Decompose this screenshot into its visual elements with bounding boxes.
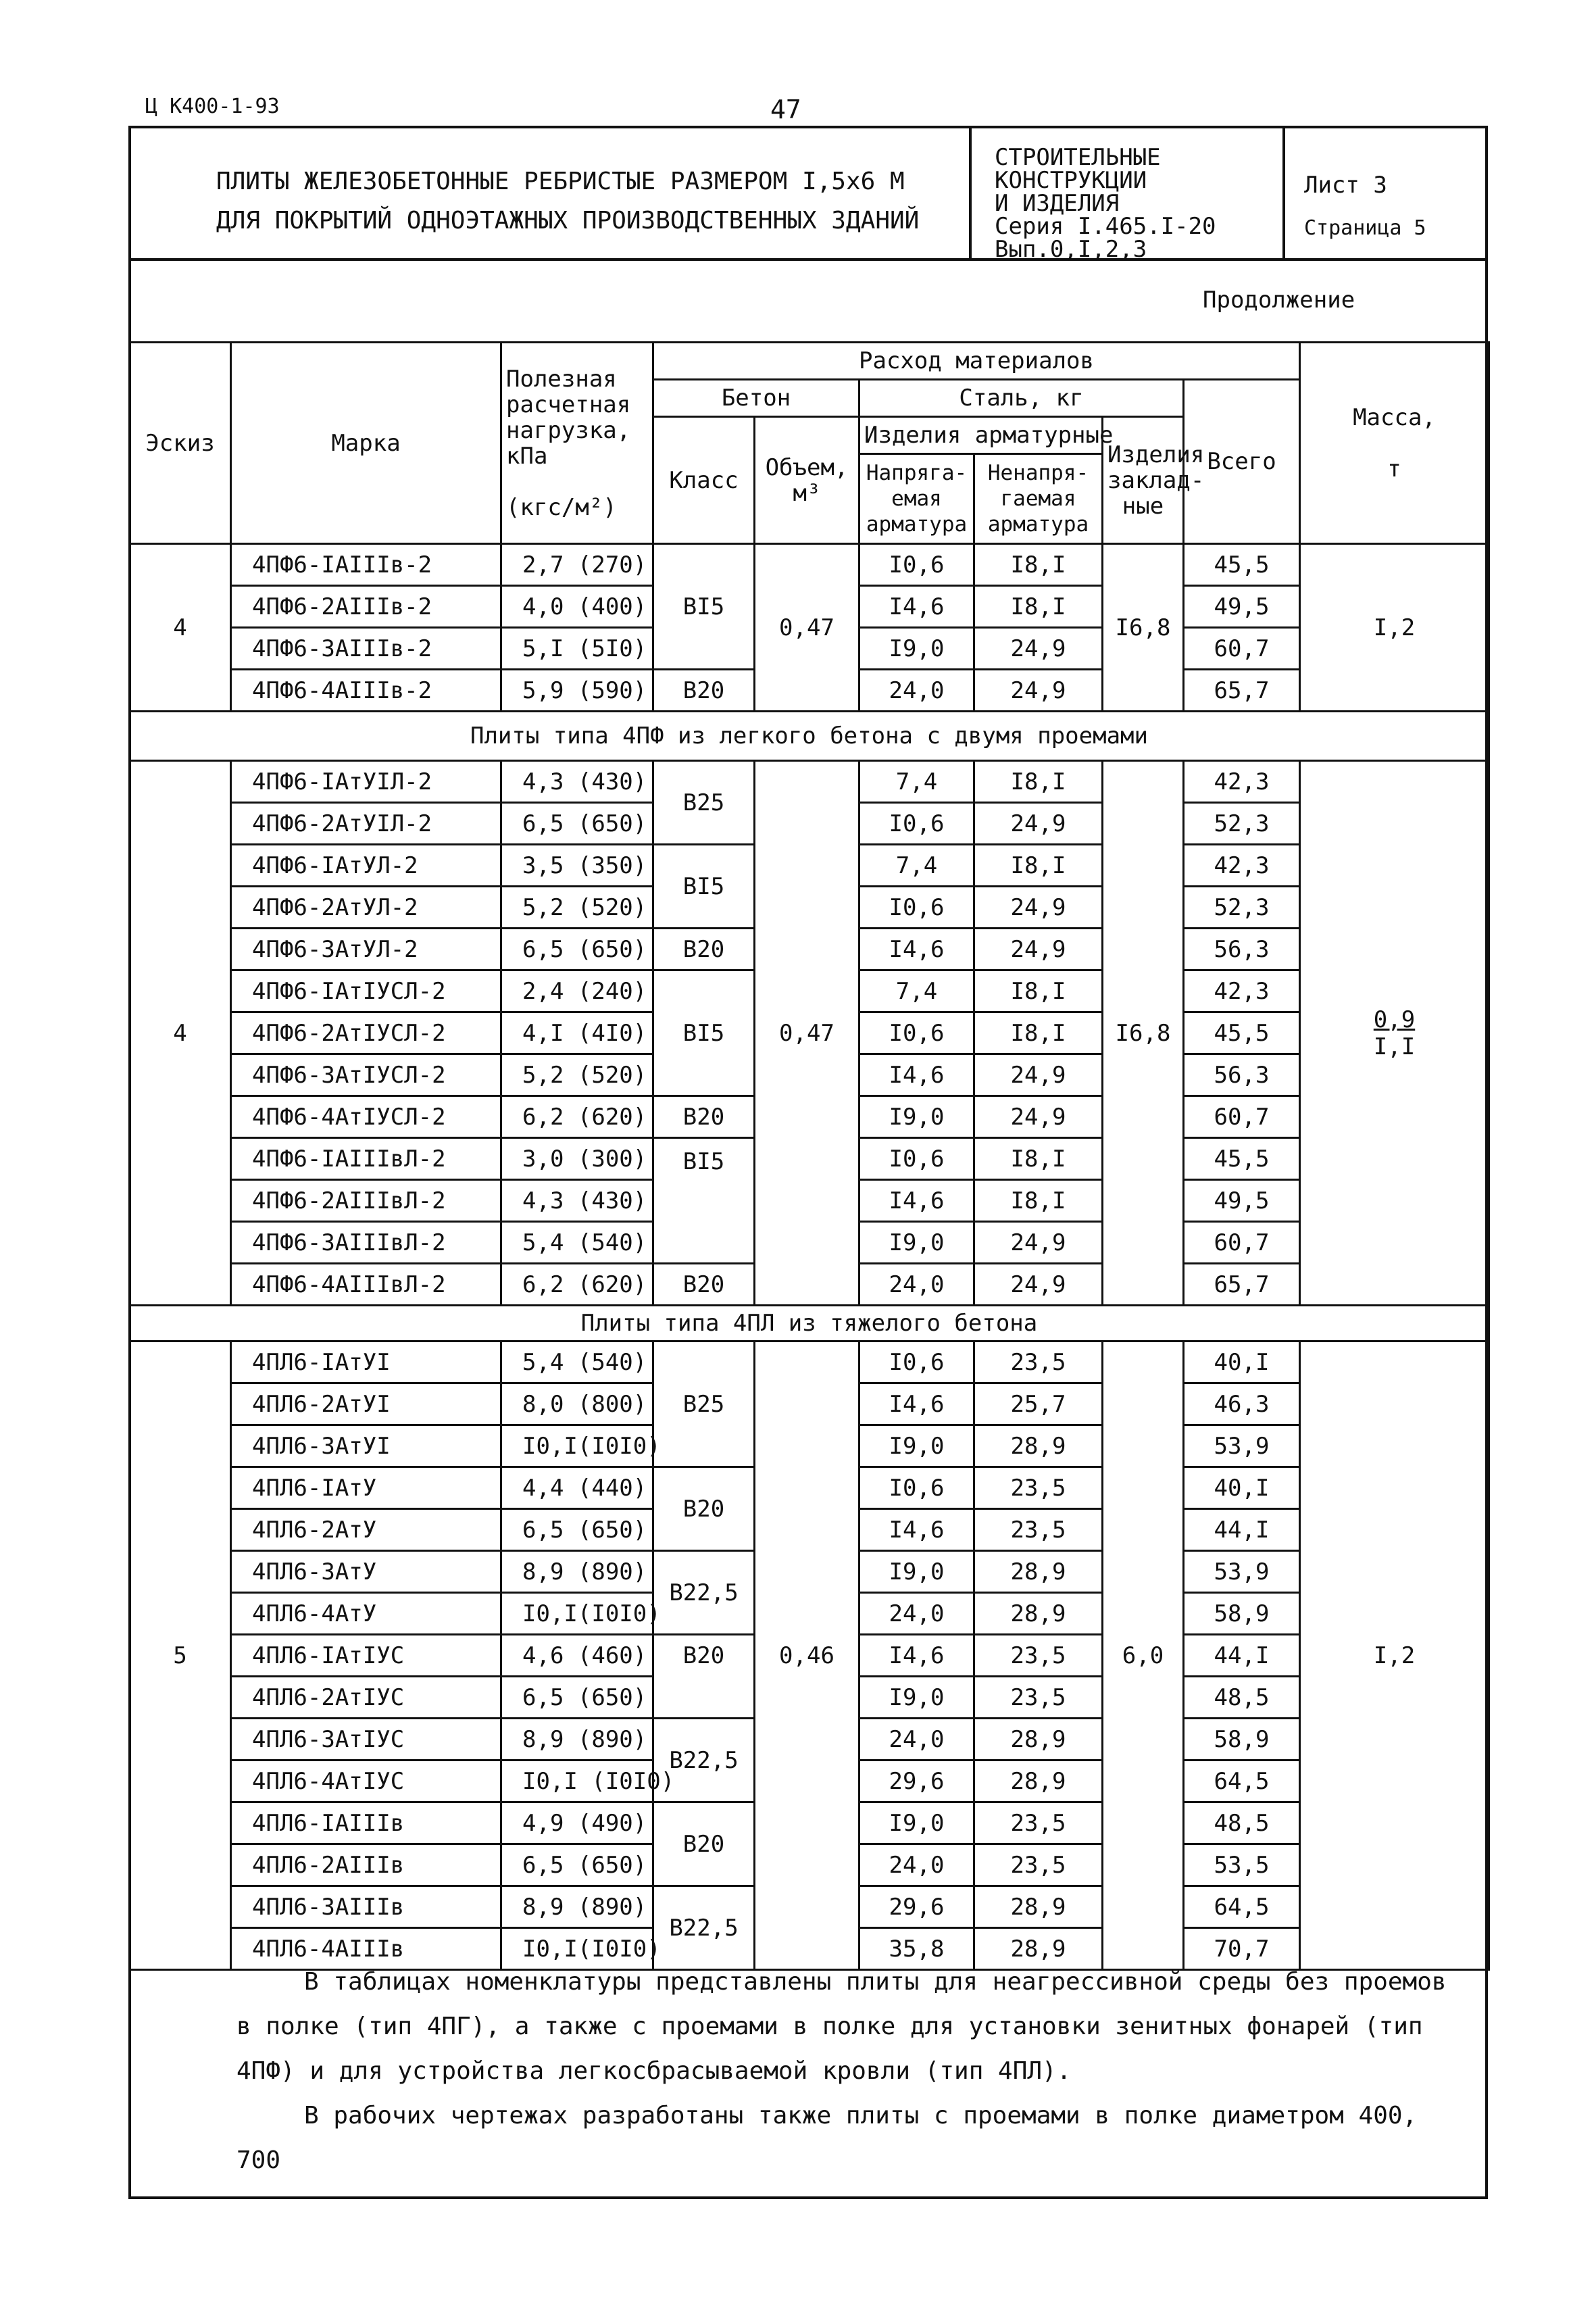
sketch-cell: 4 bbox=[130, 544, 231, 712]
mark-cell: 4ПЛ6-IАтIУС bbox=[231, 1635, 501, 1677]
total-cell: 70,7 bbox=[1184, 1928, 1300, 1970]
non-prestressed-cell: I8,I bbox=[974, 544, 1103, 586]
non-prestressed-cell: 25,7 bbox=[974, 1383, 1103, 1425]
prestressed-cell: I9,0 bbox=[859, 1551, 974, 1593]
class-cell: BI5 bbox=[653, 544, 755, 670]
class-cell: B20 bbox=[653, 1467, 755, 1551]
prestressed-cell: I0,6 bbox=[859, 1341, 974, 1383]
mark-cell: 4ПЛ6-2АтУ bbox=[231, 1509, 501, 1551]
title-divider bbox=[969, 128, 972, 261]
non-prestressed-cell: 28,9 bbox=[974, 1761, 1103, 1802]
prestressed-cell: 35,8 bbox=[859, 1928, 974, 1970]
load-cell: 2,7 (270) bbox=[501, 544, 653, 586]
non-prestressed-cell: 28,9 bbox=[974, 1551, 1103, 1593]
non-prestressed-cell: 24,9 bbox=[974, 1096, 1103, 1138]
prestressed-cell: I4,6 bbox=[859, 929, 974, 970]
non-prestressed-cell: 24,9 bbox=[974, 803, 1103, 845]
document-title bbox=[216, 162, 946, 241]
load-cell: 5,4 (540) bbox=[501, 1222, 653, 1264]
load-cell: 8,9 (890) bbox=[501, 1719, 653, 1761]
page-number: 47 bbox=[770, 95, 801, 124]
load-cell: 6,2 (620) bbox=[501, 1264, 653, 1306]
load-cell: 5,4 (540) bbox=[501, 1341, 653, 1383]
class-cell: B20 bbox=[653, 1264, 755, 1306]
mark-cell: 4ПЛ6-3АтУ bbox=[231, 1551, 501, 1593]
sketch-header: Эскиз bbox=[130, 343, 231, 544]
non-prestressed-cell: 24,9 bbox=[974, 1222, 1103, 1264]
volume-header bbox=[755, 417, 859, 544]
total-cell: 56,3 bbox=[1184, 929, 1300, 970]
load-cell: 4,0 (400) bbox=[501, 586, 653, 628]
load-cell: 6,5 (650) bbox=[501, 929, 653, 970]
total-cell: 42,3 bbox=[1184, 970, 1300, 1012]
class-cell: B22,5 bbox=[653, 1886, 755, 1970]
total-cell: 58,9 bbox=[1184, 1593, 1300, 1635]
sketch-cell: 5 bbox=[130, 1341, 231, 1970]
mark-cell: 4ПЛ6-4АтIУС bbox=[231, 1761, 501, 1802]
section-title: Плиты типа 4ПФ из легкого бетона с двумя проемами bbox=[130, 712, 1489, 761]
table-row bbox=[130, 544, 1489, 586]
sketch-cell: 4 bbox=[130, 761, 231, 1306]
total-cell: 64,5 bbox=[1184, 1886, 1300, 1928]
mark-cell: 4ПФ6-2АIIIвЛ-2 bbox=[231, 1180, 501, 1222]
non-prestressed-cell: 23,5 bbox=[974, 1635, 1103, 1677]
prestressed-cell: I4,6 bbox=[859, 1383, 974, 1425]
load-cell: 4,6 (460) bbox=[501, 1635, 653, 1677]
total-cell: 48,5 bbox=[1184, 1802, 1300, 1844]
non-prestressed-cell: 24,9 bbox=[974, 1264, 1103, 1306]
total-cell: 49,5 bbox=[1184, 586, 1300, 628]
mark-cell: 4ПЛ6-3АтУI bbox=[231, 1425, 501, 1467]
total-cell: 46,3 bbox=[1184, 1383, 1300, 1425]
prestressed-cell: 29,6 bbox=[859, 1761, 974, 1802]
total-cell: 65,7 bbox=[1184, 1264, 1300, 1306]
note-paragraph: В рабочих чертежах разработаны также плиты с проемами в полке диаметром 400, 700 bbox=[236, 2102, 1418, 2174]
non-prestressed-cell: 24,9 bbox=[974, 887, 1103, 929]
load-cell: 6,5 (650) bbox=[501, 1677, 653, 1719]
total-cell: 60,7 bbox=[1184, 1222, 1300, 1264]
total-cell: 42,3 bbox=[1184, 761, 1300, 803]
non-prestressed-cell: I8,I bbox=[974, 761, 1103, 803]
load-cell: 4,3 (430) bbox=[501, 1180, 653, 1222]
total-cell: 60,7 bbox=[1184, 1096, 1300, 1138]
mass-value-top: 0,9 bbox=[1373, 1006, 1416, 1033]
mark-cell: 4ПФ6-IАIIIв-2 bbox=[231, 544, 501, 586]
mark-cell: 4ПЛ6-4АIIIв bbox=[231, 1928, 501, 1970]
non-prestressed-cell: 28,9 bbox=[974, 1928, 1103, 1970]
non-prestressed-cell: I8,I bbox=[974, 1012, 1103, 1054]
mark-cell: 4ПФ6-IАтУIЛ-2 bbox=[231, 761, 501, 803]
mark-cell: 4ПФ6-3АтIУСЛ-2 bbox=[231, 1054, 501, 1096]
prestressed-cell: 24,0 bbox=[859, 1264, 974, 1306]
total-cell: 45,5 bbox=[1184, 544, 1300, 586]
load-cell: 6,5 (650) bbox=[501, 1844, 653, 1886]
series-line: СТРОИТЕЛЬНЫЕ bbox=[995, 144, 1161, 171]
concrete-header: Бетон bbox=[653, 380, 859, 417]
mass-cell: I,2 bbox=[1300, 1341, 1489, 1970]
prestressed-cell: I0,6 bbox=[859, 544, 974, 586]
prestressed-cell: I0,6 bbox=[859, 1138, 974, 1180]
title-line: ДЛЯ ПОКРЫТИЙ ОДНОЭТАЖНЫХ ПРОИЗВОДСТВЕННЫХ ЗДАНИЙ bbox=[216, 207, 920, 235]
mass-header-text: Масса, bbox=[1353, 403, 1436, 431]
non-prestressed-cell: 23,5 bbox=[974, 1467, 1103, 1509]
prestressed-cell: 24,0 bbox=[859, 670, 974, 712]
mark-cell: 4ПЛ6-2АтIУС bbox=[231, 1677, 501, 1719]
total-cell: 56,3 bbox=[1184, 1054, 1300, 1096]
volume-header-unit: м³ bbox=[793, 479, 821, 507]
class-cell: BI5 bbox=[653, 1138, 755, 1264]
prestressed-cell: I9,0 bbox=[859, 1096, 974, 1138]
load-cell: 5,2 (520) bbox=[501, 887, 653, 929]
load-cell: 6,5 (650) bbox=[501, 803, 653, 845]
prestressed-cell: I4,6 bbox=[859, 586, 974, 628]
note-paragraph: В таблицах номенклатуры представлены плиты для неагрессивной среды без проемов в полке (тип 4ПГ), а также с проемами в полке для установки зенитных фонарей (тип 4ПФ) и для устройства легкосбрасываемой кровли (тип 4ПЛ). bbox=[236, 1968, 1447, 2085]
total-cell: 45,5 bbox=[1184, 1012, 1300, 1054]
prestressed-cell: I4,6 bbox=[859, 1180, 974, 1222]
table-row bbox=[130, 761, 1489, 803]
mark-cell: 4ПЛ6-IАIIIв bbox=[231, 1802, 501, 1844]
load-cell: I0,I(I0I0) bbox=[501, 1593, 653, 1635]
non-prestressed-cell: I8,I bbox=[974, 970, 1103, 1012]
total-cell: 45,5 bbox=[1184, 1138, 1300, 1180]
notes bbox=[236, 1960, 1453, 2183]
mass-cell: I,2 bbox=[1300, 544, 1489, 712]
series-line: КОНСТРУКЦИИ bbox=[995, 167, 1147, 194]
load-cell: 5,9 (590) bbox=[501, 670, 653, 712]
steel-header: Сталь, кг bbox=[859, 380, 1184, 417]
total-cell: 40,I bbox=[1184, 1467, 1300, 1509]
non-prestressed-cell: 28,9 bbox=[974, 1719, 1103, 1761]
mass-value-bottom: I,I bbox=[1373, 1033, 1416, 1060]
prestressed-cell: 7,4 bbox=[859, 845, 974, 887]
total-cell: 40,I bbox=[1184, 1341, 1300, 1383]
load-cell: 5,2 (520) bbox=[501, 1054, 653, 1096]
volume-cell: 0,47 bbox=[755, 761, 859, 1306]
mark-cell: 4ПЛ6-2АIIIв bbox=[231, 1844, 501, 1886]
embedded-cell: I6,8 bbox=[1103, 761, 1184, 1306]
volume-cell: 0,46 bbox=[755, 1341, 859, 1970]
prestressed-cell: 24,0 bbox=[859, 1593, 974, 1635]
class-cell: B22,5 bbox=[653, 1719, 755, 1802]
non-prestressed-cell: 24,9 bbox=[974, 929, 1103, 970]
non-prestressed-cell: 23,5 bbox=[974, 1341, 1103, 1383]
group2-body bbox=[130, 712, 1489, 1306]
prestressed-cell: 29,6 bbox=[859, 1886, 974, 1928]
load-header-text: Полезная расчетная нагрузка, кПа bbox=[506, 365, 631, 470]
prestressed-cell: I4,6 bbox=[859, 1054, 974, 1096]
class-cell: BI5 bbox=[653, 845, 755, 929]
series-line: И ИЗДЕЛИЯ bbox=[995, 190, 1120, 217]
load-cell: 4,9 (490) bbox=[501, 1802, 653, 1844]
prestressed-cell: I0,6 bbox=[859, 803, 974, 845]
prestressed-cell: 24,0 bbox=[859, 1844, 974, 1886]
mark-cell: 4ПЛ6-IАтУ bbox=[231, 1467, 501, 1509]
mass-cell bbox=[1300, 761, 1489, 1306]
prestressed-cell: I9,0 bbox=[859, 1425, 974, 1467]
volume-cell: 0,47 bbox=[755, 544, 859, 712]
mark-cell: 4ПФ6-2АIIIв-2 bbox=[231, 586, 501, 628]
embedded-cell: 6,0 bbox=[1103, 1341, 1184, 1970]
load-cell: 5,I (5I0) bbox=[501, 628, 653, 670]
load-cell: 2,4 (240) bbox=[501, 970, 653, 1012]
non-prestressed-cell: 23,5 bbox=[974, 1844, 1103, 1886]
load-cell: I0,I (I0I0) bbox=[501, 1761, 653, 1802]
class-cell: B20 bbox=[653, 929, 755, 970]
mark-cell: 4ПФ6-4АтIУСЛ-2 bbox=[231, 1096, 501, 1138]
load-cell: 4,3 (430) bbox=[501, 761, 653, 803]
load-cell: 8,9 (890) bbox=[501, 1886, 653, 1928]
class-cell: B22,5 bbox=[653, 1551, 755, 1635]
series-line: Серия I.465.I-20 bbox=[995, 213, 1216, 240]
non-prestressed-cell: 28,9 bbox=[974, 1425, 1103, 1467]
total-header: Всего bbox=[1184, 380, 1300, 544]
rebar-items-header: Изделия арматурные bbox=[859, 417, 1103, 454]
load-cell: 4,4 (440) bbox=[501, 1467, 653, 1509]
non-prestressed-cell: I8,I bbox=[974, 1180, 1103, 1222]
class-cell: B20 bbox=[653, 1802, 755, 1886]
non-prestressed-cell: 23,5 bbox=[974, 1677, 1103, 1719]
prestressed-cell: 7,4 bbox=[859, 970, 974, 1012]
prestressed-cell: 7,4 bbox=[859, 761, 974, 803]
document-code: Ц К400-1-93 bbox=[145, 95, 280, 118]
mark-cell: 4ПЛ6-2АтУI bbox=[231, 1383, 501, 1425]
non-prestressed-cell: 28,9 bbox=[974, 1886, 1103, 1928]
sheet-label: Лист 3 bbox=[1304, 172, 1387, 199]
load-cell: 6,2 (620) bbox=[501, 1096, 653, 1138]
non-prestressed-cell: I8,I bbox=[974, 845, 1103, 887]
prestressed-cell: I9,0 bbox=[859, 628, 974, 670]
mark-cell: 4ПФ6-IАIIIвЛ-2 bbox=[231, 1138, 501, 1180]
section-title-row bbox=[130, 712, 1489, 761]
class-header: Класс bbox=[653, 417, 755, 544]
load-cell: I0,I(I0I0) bbox=[501, 1425, 653, 1467]
class-cell: B20 bbox=[653, 1635, 755, 1719]
load-cell: 8,9 (890) bbox=[501, 1551, 653, 1593]
load-header bbox=[501, 343, 653, 544]
class-cell: B25 bbox=[653, 1341, 755, 1467]
mark-cell: 4ПЛ6-3АтIУС bbox=[231, 1719, 501, 1761]
table-row bbox=[130, 1341, 1489, 1383]
non-prestressed-cell: 24,9 bbox=[974, 670, 1103, 712]
mark-cell: 4ПЛ6-3АIIIв bbox=[231, 1886, 501, 1928]
series-line: Вып.0,I,2,3 bbox=[995, 236, 1147, 263]
non-prestressed-cell: 24,9 bbox=[974, 1054, 1103, 1096]
total-cell: 42,3 bbox=[1184, 845, 1300, 887]
prestressed-header: Напряга-емая арматура bbox=[859, 454, 974, 544]
load-header-unit: (кгс/м²) bbox=[506, 493, 617, 521]
embedded-cell: I6,8 bbox=[1103, 544, 1184, 712]
total-cell: 44,I bbox=[1184, 1635, 1300, 1677]
load-cell: I0,I(I0I0) bbox=[501, 1928, 653, 1970]
mark-cell: 4ПФ6-4АIIIв-2 bbox=[231, 670, 501, 712]
page-label: Страница 5 bbox=[1304, 216, 1426, 240]
mark-cell: 4ПФ6-IАтIУСЛ-2 bbox=[231, 970, 501, 1012]
total-cell: 48,5 bbox=[1184, 1677, 1300, 1719]
embedded-header: Изделия заклад-ные bbox=[1103, 417, 1184, 544]
load-cell: 6,5 (650) bbox=[501, 1509, 653, 1551]
total-cell: 49,5 bbox=[1184, 1180, 1300, 1222]
total-cell: 60,7 bbox=[1184, 628, 1300, 670]
prestressed-cell: I4,6 bbox=[859, 1509, 974, 1551]
load-cell: 8,0 (800) bbox=[501, 1383, 653, 1425]
mark-cell: 4ПЛ6-IАтУI bbox=[231, 1341, 501, 1383]
class-cell: BI5 bbox=[653, 970, 755, 1096]
load-cell: 3,0 (300) bbox=[501, 1138, 653, 1180]
non-prestressed-cell: 28,9 bbox=[974, 1593, 1103, 1635]
prestressed-cell: I9,0 bbox=[859, 1802, 974, 1844]
group3-body bbox=[130, 1306, 1489, 1970]
prestressed-cell: I9,0 bbox=[859, 1222, 974, 1264]
continued-label: Продолжение bbox=[1203, 287, 1355, 314]
class-cell: B20 bbox=[653, 670, 755, 712]
mark-cell: 4ПФ6-2АтУIЛ-2 bbox=[231, 803, 501, 845]
section-title-row bbox=[130, 1306, 1489, 1341]
mass-header-unit: т bbox=[1387, 455, 1401, 483]
class-cell: B20 bbox=[653, 1096, 755, 1138]
load-cell: 3,5 (350) bbox=[501, 845, 653, 887]
mark-cell: 4ПФ6-IАтУЛ-2 bbox=[231, 845, 501, 887]
total-cell: 52,3 bbox=[1184, 803, 1300, 845]
mark-cell: 4ПФ6-3АIIIвЛ-2 bbox=[231, 1222, 501, 1264]
title-line: ПЛИТЫ ЖЕЛЕЗОБЕТОННЫЕ РЕБРИСТЫЕ РАЗМЕРОМ I,5х6 М bbox=[216, 168, 905, 195]
mark-cell: 4ПФ6-2АтУЛ-2 bbox=[231, 887, 501, 929]
load-cell: 4,I (4I0) bbox=[501, 1012, 653, 1054]
group1-body bbox=[130, 544, 1489, 712]
mark-cell: 4ПФ6-4АIIIвЛ-2 bbox=[231, 1264, 501, 1306]
prestressed-cell: I0,6 bbox=[859, 1012, 974, 1054]
mark-cell: 4ПЛ6-4АтУ bbox=[231, 1593, 501, 1635]
mark-header: Марка bbox=[231, 343, 501, 544]
total-cell: 64,5 bbox=[1184, 1761, 1300, 1802]
materials-header: Расход материалов bbox=[653, 343, 1300, 380]
non-prestressed-cell: 23,5 bbox=[974, 1802, 1103, 1844]
mark-cell: 4ПФ6-2АтIУСЛ-2 bbox=[231, 1012, 501, 1054]
total-cell: 52,3 bbox=[1184, 887, 1300, 929]
total-cell: 44,I bbox=[1184, 1509, 1300, 1551]
non-prestressed-cell: I8,I bbox=[974, 586, 1103, 628]
total-cell: 58,9 bbox=[1184, 1719, 1300, 1761]
series-info bbox=[995, 146, 1265, 261]
non-prestressed-header: Ненапря-гаемая арматура bbox=[974, 454, 1103, 544]
total-cell: 53,9 bbox=[1184, 1551, 1300, 1593]
prestressed-cell: I0,6 bbox=[859, 887, 974, 929]
class-cell: B25 bbox=[653, 761, 755, 845]
prestressed-cell: I4,6 bbox=[859, 1635, 974, 1677]
materials-table bbox=[128, 341, 1490, 1971]
mark-cell: 4ПФ6-3АтУЛ-2 bbox=[231, 929, 501, 970]
volume-header-text: Объем, bbox=[765, 453, 849, 481]
mass-header bbox=[1300, 343, 1489, 544]
prestressed-cell: I0,6 bbox=[859, 1467, 974, 1509]
total-cell: 65,7 bbox=[1184, 670, 1300, 712]
total-cell: 53,5 bbox=[1184, 1844, 1300, 1886]
title-divider bbox=[1282, 128, 1285, 261]
prestressed-cell: I9,0 bbox=[859, 1677, 974, 1719]
total-cell: 53,9 bbox=[1184, 1425, 1300, 1467]
non-prestressed-cell: 23,5 bbox=[974, 1509, 1103, 1551]
section-title: Плиты типа 4ПЛ из тяжелого бетона bbox=[130, 1306, 1489, 1341]
non-prestressed-cell: 24,9 bbox=[974, 628, 1103, 670]
prestressed-cell: 24,0 bbox=[859, 1719, 974, 1761]
non-prestressed-cell: I8,I bbox=[974, 1138, 1103, 1180]
mark-cell: 4ПФ6-3АIIIв-2 bbox=[231, 628, 501, 670]
